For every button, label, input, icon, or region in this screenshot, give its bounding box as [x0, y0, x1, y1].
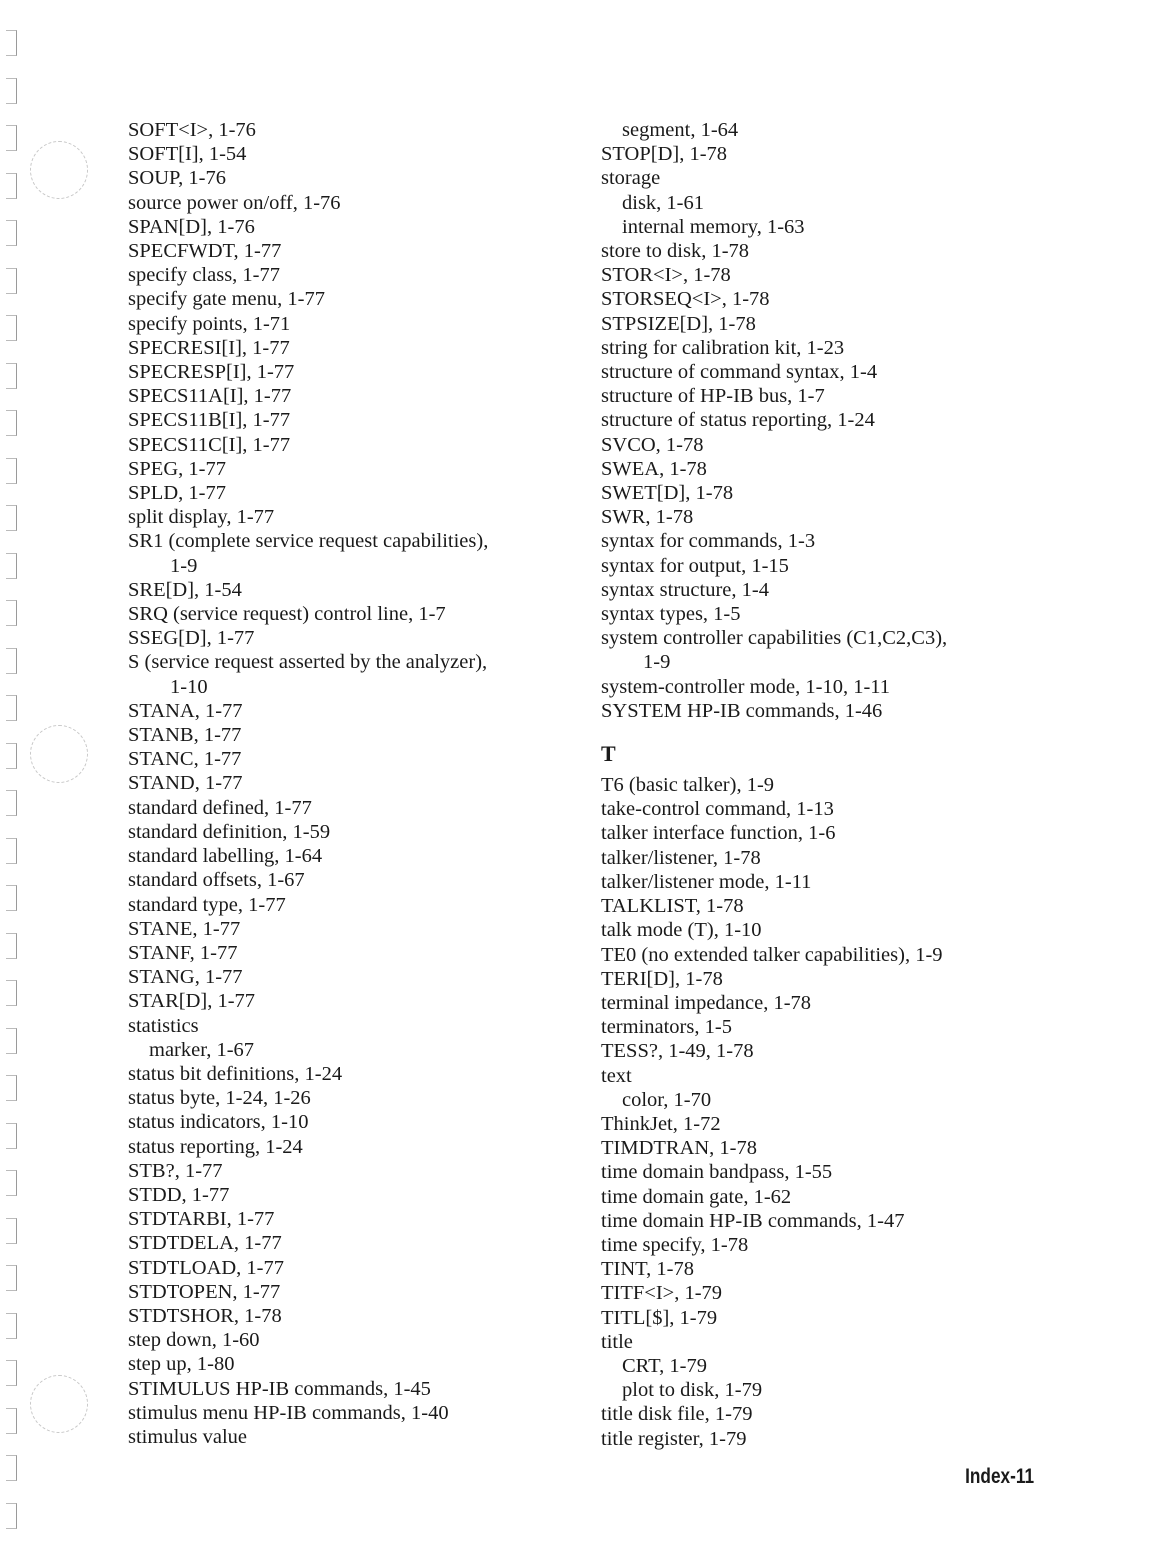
binding-tick — [6, 933, 17, 959]
index-entry: step up, 1-80 — [128, 1353, 235, 1376]
index-entry: SPECFWDT, 1-77 — [128, 240, 282, 263]
index-entry: status indicators, 1-10 — [128, 1111, 309, 1134]
index-entry: time specify, 1-78 — [601, 1233, 749, 1256]
index-entry: SOUP, 1-76 — [128, 167, 226, 190]
index-column-right — [601, 118, 947, 1451]
index-entry: STANF, 1-77 — [128, 941, 238, 964]
index-entry: status reporting, 1-24 — [128, 1135, 303, 1158]
binding-tick — [6, 885, 17, 911]
index-entry: stimulus value — [128, 1425, 248, 1448]
binding-tick — [6, 838, 17, 864]
index-entry: STAR[D], 1-77 — [128, 990, 256, 1013]
index-entry: specify class, 1-77 — [128, 264, 280, 287]
binding-tick — [6, 1360, 17, 1386]
section-letter-heading: T — [601, 741, 616, 767]
index-entry: SOFT<I>, 1-76 — [128, 119, 256, 141]
section-gap — [601, 723, 947, 739]
index-entry-continuation: 1-9 — [170, 554, 198, 577]
index-entry: STANE, 1-77 — [128, 917, 241, 940]
index-entry: time domain HP-IB commands, 1-47 — [601, 1209, 905, 1232]
index-entry: STDTOPEN, 1-77 — [128, 1280, 281, 1303]
index-entry: SVCO, 1-78 — [601, 433, 704, 456]
index-entry: text — [601, 1064, 632, 1087]
binding-tick — [6, 1170, 17, 1196]
index-entry: SWET[D], 1-78 — [601, 482, 734, 505]
binding-tick — [6, 980, 17, 1006]
binding-tick — [6, 648, 17, 674]
index-entry: string for calibration kit, 1-23 — [601, 336, 845, 359]
index-subentry: segment, 1-64 — [622, 119, 739, 141]
index-entry: T6 (basic talker), 1-9 — [601, 774, 775, 797]
binding-tick — [6, 458, 17, 484]
index-entry: stimulus menu HP-IB commands, 1-40 — [128, 1401, 449, 1424]
binding-tick — [6, 1028, 17, 1054]
index-entry: SYSTEM HP-IB commands, 1-46 — [601, 699, 883, 722]
index-subentry: CRT, 1-79 — [622, 1354, 707, 1377]
index-entry: standard definition, 1-59 — [128, 820, 331, 843]
index-entry: system-controller mode, 1-10, 1-11 — [601, 675, 891, 698]
punch-hole — [30, 1375, 88, 1433]
index-entry: syntax structure, 1-4 — [601, 578, 769, 601]
index-entry: TIMDTRAN, 1-78 — [601, 1137, 758, 1160]
index-entry: system controller capabilities (C1,C2,C3), — [601, 627, 948, 650]
binding-tick — [6, 410, 17, 436]
index-entry: STPSIZE[D], 1-78 — [601, 312, 756, 335]
index-entry: SPECS11A[I], 1-77 — [128, 385, 292, 408]
index-entry: STB?, 1-77 — [128, 1159, 223, 1182]
index-entry: STANB, 1-77 — [128, 724, 242, 747]
index-entry: S (service request asserted by the analyzer), — [128, 651, 488, 674]
binding-edge — [0, 0, 26, 1544]
binding-tick — [6, 1408, 17, 1434]
index-column-left — [128, 118, 488, 1449]
index-entry: title register, 1-79 — [601, 1427, 747, 1450]
index-subentry: disk, 1-61 — [622, 191, 704, 214]
binding-tick — [6, 220, 17, 246]
index-entry: SPECRESI[I], 1-77 — [128, 336, 290, 359]
index-entry: SPAN[D], 1-76 — [128, 215, 255, 238]
index-entry: TITL[$], 1-79 — [601, 1306, 718, 1329]
index-entry: SR1 (complete service request capabilities), — [128, 530, 489, 553]
index-entry: TESS?, 1-49, 1-78 — [601, 1040, 754, 1063]
index-entry: STORSEQ<I>, 1-78 — [601, 288, 770, 311]
index-entry: specify gate menu, 1-77 — [128, 288, 325, 311]
index-entry: structure of HP-IB bus, 1-7 — [601, 385, 825, 408]
index-entry: SWR, 1-78 — [601, 506, 694, 529]
index-entry: split display, 1-77 — [128, 506, 275, 529]
binding-tick — [6, 78, 17, 104]
index-subentry: marker, 1-67 — [149, 1038, 255, 1061]
index-entry: statistics — [128, 1014, 199, 1037]
index-entry: SPLD, 1-77 — [128, 482, 226, 505]
index-entry: standard offsets, 1-67 — [128, 869, 305, 892]
index-subentry: plot to disk, 1-79 — [622, 1379, 763, 1402]
index-entry: SRQ (service request) control line, 1-7 — [128, 603, 446, 626]
index-entry: status byte, 1-24, 1-26 — [128, 1087, 311, 1110]
binding-tick — [6, 173, 17, 199]
index-entry-continuation: 1-10 — [170, 675, 208, 698]
index-entry-continuation: 1-9 — [643, 651, 671, 674]
binding-tick — [6, 268, 17, 294]
index-entry: TE0 (no extended talker capabilities), 1-9 — [601, 943, 943, 966]
binding-tick — [6, 30, 17, 56]
binding-tick — [6, 125, 17, 151]
index-entry: STAND, 1-77 — [128, 772, 243, 795]
index-entry: STOP[D], 1-78 — [601, 143, 728, 166]
binding-tick — [6, 1503, 17, 1529]
index-entry: store to disk, 1-78 — [601, 240, 750, 263]
index-entry: STOR<I>, 1-78 — [601, 264, 731, 287]
index-entry: TINT, 1-78 — [601, 1258, 694, 1281]
binding-tick — [6, 363, 17, 389]
index-entry: STDTDELA, 1-77 — [128, 1232, 282, 1255]
punch-hole — [30, 725, 88, 783]
index-entry: TITF<I>, 1-79 — [601, 1282, 723, 1305]
binding-tick — [6, 315, 17, 341]
index-entry: syntax for commands, 1-3 — [601, 530, 816, 553]
index-entry: talker/listener mode, 1-11 — [601, 870, 812, 893]
index-subentry: color, 1-70 — [622, 1088, 712, 1111]
index-entry: STDTSHOR, 1-78 — [128, 1304, 282, 1327]
binding-tick — [6, 553, 17, 579]
index-entry: time domain bandpass, 1-55 — [601, 1161, 833, 1184]
index-subentry: internal memory, 1-63 — [622, 215, 805, 238]
binding-tick — [6, 1075, 17, 1101]
index-entry: TERI[D], 1-78 — [601, 967, 723, 990]
index-entry: title — [601, 1330, 633, 1353]
binding-tick — [6, 1123, 17, 1149]
index-entry: TALKLIST, 1-78 — [601, 895, 744, 918]
index-entry: standard type, 1-77 — [128, 893, 286, 916]
index-entry: terminal impedance, 1-78 — [601, 991, 812, 1014]
index-entry: STANA, 1-77 — [128, 699, 243, 722]
index-entry: talk mode (T), 1-10 — [601, 919, 762, 942]
binding-tick — [6, 1313, 17, 1339]
index-entry: STANG, 1-77 — [128, 966, 243, 989]
index-entry: step down, 1-60 — [128, 1329, 260, 1352]
index-entry: storage — [601, 167, 661, 190]
index-entry: SWEA, 1-78 — [601, 457, 707, 480]
binding-tick — [6, 505, 17, 531]
index-entry: talker interface function, 1-6 — [601, 822, 836, 845]
binding-tick — [6, 790, 17, 816]
index-entry: talker/listener, 1-78 — [601, 846, 761, 869]
binding-tick — [6, 1265, 17, 1291]
index-entry: ThinkJet, 1-72 — [601, 1112, 721, 1135]
index-entry: terminators, 1-5 — [601, 1016, 732, 1039]
page-number: Index-11 — [965, 1465, 1034, 1488]
index-entry: standard defined, 1-77 — [128, 796, 312, 819]
index-entry: SOFT[I], 1-54 — [128, 143, 247, 166]
index-entry: structure of status reporting, 1-24 — [601, 409, 875, 432]
binding-tick — [6, 1218, 17, 1244]
index-entry: standard labelling, 1-64 — [128, 845, 323, 868]
index-entry: time domain gate, 1-62 — [601, 1185, 792, 1208]
punch-hole — [30, 141, 88, 199]
index-entry: source power on/off, 1-76 — [128, 191, 341, 214]
index-entry: SPECS11C[I], 1-77 — [128, 433, 291, 456]
index-entry: STIMULUS HP-IB commands, 1-45 — [128, 1377, 431, 1400]
index-entry: STANC, 1-77 — [128, 748, 242, 771]
binding-tick — [6, 600, 17, 626]
binding-tick — [6, 695, 17, 721]
index-entry: SPECS11B[I], 1-77 — [128, 409, 291, 432]
t-entries — [601, 773, 947, 1451]
index-entry: SPECRESP[I], 1-77 — [128, 361, 295, 384]
index-entry: status bit definitions, 1-24 — [128, 1062, 343, 1085]
index-entry: SRE[D], 1-54 — [128, 578, 242, 601]
index-entry: SSEG[D], 1-77 — [128, 627, 255, 650]
binding-tick — [6, 1455, 17, 1481]
index-entry: structure of command syntax, 1-4 — [601, 361, 878, 384]
index-entry: STDTLOAD, 1-77 — [128, 1256, 285, 1279]
index-entry: specify points, 1-71 — [128, 312, 291, 335]
index-entry: STDTARBI, 1-77 — [128, 1208, 275, 1231]
index-entry: syntax types, 1-5 — [601, 603, 741, 626]
index-entry: SPEG, 1-77 — [128, 457, 226, 480]
binding-tick — [6, 743, 17, 769]
index-entry: syntax for output, 1-15 — [601, 554, 789, 577]
index-entry: take-control command, 1-13 — [601, 798, 834, 821]
index-entry: STDD, 1-77 — [128, 1183, 230, 1206]
s-entries-continued — [601, 118, 947, 723]
index-entry: title disk file, 1-79 — [601, 1403, 753, 1426]
